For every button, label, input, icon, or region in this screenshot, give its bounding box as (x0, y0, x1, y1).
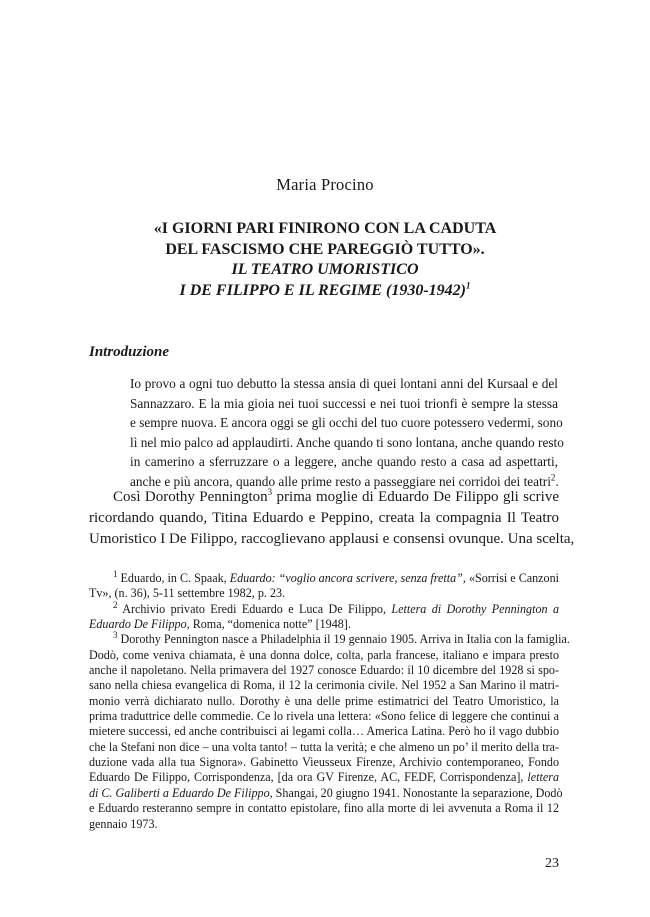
chapter-title (90, 219, 560, 301)
footnote-mark: 2 (113, 599, 118, 610)
title-line-text: I DE FILIPPO E IL REGIME (1930-1942) (179, 281, 467, 299)
quote-line: e sempre nuova. E ancora oggi se gli occhi del tuo cuore potessero vedermi, sono (130, 415, 563, 431)
footnote-line: mietere successi, ed anche contribuisci ai legami colla… America Latina. Però ho il vago dubbio (89, 724, 559, 739)
footnote-text: , Shangai, 20 giugno 1941. Nonostante la separazione, Dodò (269, 785, 563, 800)
quote-line: Sannazzaro. E la mia gioia nei tuoi successi e nei tuoi trionfi è sempre la stessa (130, 395, 558, 411)
footnote-ref[interactable]: 1 (466, 280, 471, 291)
body-line: ricordando quando, Titina Eduardo e Peppino, creata la compagnia Il Teatro (89, 510, 559, 526)
quote-line: in camerino a sferruzzare o a leggere, anche quando resto a casa ad aspettarti, (130, 454, 558, 470)
footnote-mark: 1 (113, 568, 118, 579)
footnote-text: Eduardo De Filippo, Corrispondenza, [da ora GV Firenze, AC, FEDF, Corrispondenza], (89, 770, 528, 785)
body-line: Umoristico I De Filippo, raccoglievano applausi e consensi ovunque. Una scelta, (89, 531, 575, 547)
quote-line: lì nel mio palco ad applaudirti. Anche quando ti sono lontana, anche quando resto (130, 434, 564, 450)
body-text: prima moglie di Eduardo De Filippo gli scrive (272, 489, 559, 505)
footnote-line: duzione vada alla tua Signora». Gabinetto Vieusseux Firenze, Archivio contemporaneo, Fondo (89, 755, 559, 770)
footnote-line (89, 785, 563, 801)
footnote-italic: Eduardo De Filippo (89, 617, 187, 632)
footnote-line: Tv», (n. 36), 5-11 settembre 1982, p. 23. (89, 586, 286, 601)
footnote-line: prima traduttrice delle commedie. Ce lo rivela una lettera: «Sono felice di leggere che continui a (89, 709, 559, 724)
footnotes (89, 568, 570, 832)
title-line: IL TEATRO UMORISTICO (231, 261, 419, 278)
footnote-line (89, 617, 559, 632)
block-quote (130, 374, 564, 492)
footnote-line: sano nella chiesa evangelica di Roma, il 12 la cerimonia civile. Nel 1952 a San Marino il matri- (89, 678, 559, 693)
footnote-3 (89, 630, 570, 647)
footnote-text: , «Sorrisi e Canzoni (462, 571, 559, 585)
footnote-1 (89, 568, 559, 586)
footnote-line: che la Stefani non dice – una volta tanto! – tutta la verità; e che almeno un po’ il merito della tra- (89, 739, 559, 754)
footnote-line: monio verrà dichiarato nullo. Dorothy è una delle prime estimatrici del Teatro Umoristico, la (89, 693, 559, 708)
title-line: DEL FASCISMO CHE PAREGGIÒ TUTTO». (165, 240, 485, 258)
footnote-mark: 3 (113, 630, 118, 641)
body-paragraph (89, 487, 575, 550)
footnote-text: , Roma, “domenica notte” [1948]. (186, 617, 351, 632)
body-text: Così Dorothy Pennington (113, 489, 268, 505)
footnote-italic: lettera (527, 770, 559, 785)
footnote-italic: Eduardo: “voglio ancora scrivere, senza fretta” (229, 571, 463, 585)
quote-end: . (555, 473, 559, 489)
footnote-text: Archivio privato Eredi Eduardo e Luca De Filippo, (117, 601, 392, 616)
footnote-text: Eduardo, in C. Spaak, (117, 571, 230, 585)
footnote-ref[interactable]: 3 (267, 487, 273, 497)
footnote-line: e Eduardo resteranno sempre in contatto epistolare, fino alla morte di lei avvenuta a Roma il 12 (89, 801, 559, 816)
section-heading: Introduzione (89, 344, 170, 360)
quote-line: Io provo a ogni tuo debutto la stessa ansia di quei lontani anni del Kursaal e del (130, 376, 558, 391)
footnote-line: Dodò, come veniva chiamata, è una donna dolce, colta, parla francese, italiano e impara presto (89, 647, 559, 662)
footnote-line (89, 770, 559, 785)
footnote-text: Dorothy Pennington nasce a Philadelphia il 19 gennaio 1905. Arriva in Italia con la famiglia. (117, 632, 570, 647)
footnote-line: anche il napoletano. Nella primavera del 1927 conosce Eduardo: il 10 dicembre del 1928 si spo- (89, 663, 559, 678)
title-line: «I GIORNI PARI FINIRONO CON LA CADUTA (153, 220, 497, 237)
author-name: Maria Procino (276, 175, 374, 194)
page-number: 23 (545, 856, 559, 871)
body-line (89, 487, 559, 508)
footnote-2 (89, 599, 559, 617)
quote-line-text: anche e più ancora, quando alle prime resto a passeggiare nei corridoi dei teatri (130, 473, 551, 489)
footnote-ref[interactable]: 2 (550, 472, 556, 483)
footnote-italic: di C. Galiberti a Eduardo De Filippo (89, 785, 270, 800)
footnote-italic: Lettera di Dorothy Pennington a (391, 601, 559, 616)
title-line (90, 281, 560, 302)
footnote-line: gennaio 1973. (89, 816, 158, 831)
